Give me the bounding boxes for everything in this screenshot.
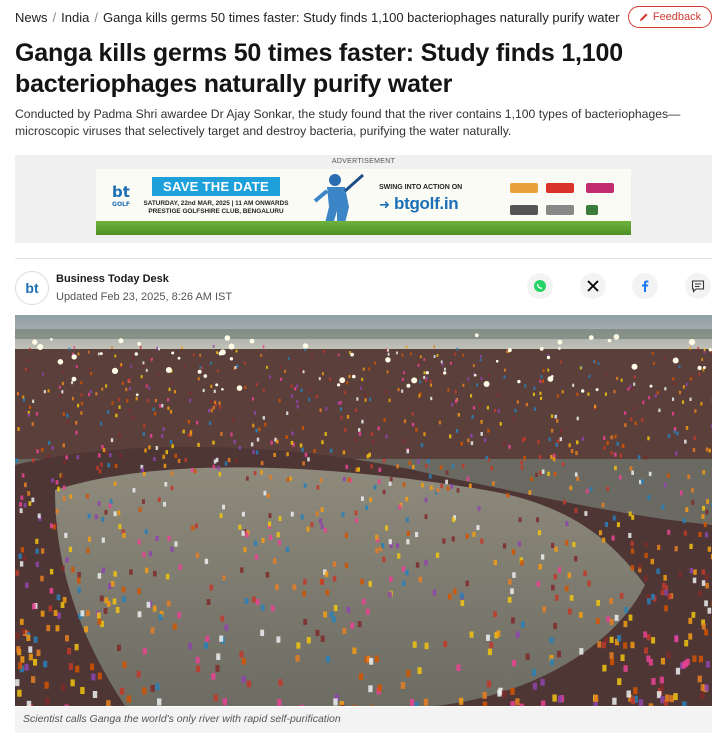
- article-title: Ganga kills germs 50 times faster: Study finds 1,100 bacteriophages naturally purify water: [15, 39, 623, 98]
- avatar[interactable]: bt: [15, 271, 49, 305]
- pencil-icon: [639, 12, 649, 22]
- author-name[interactable]: Business Today Desk: [56, 273, 169, 285]
- ad-venue: [140, 200, 292, 216]
- ad-site: [379, 194, 458, 214]
- bt-golf-logo: [108, 183, 134, 219]
- x-icon: [586, 279, 600, 293]
- breadcrumb-news[interactable]: News: [15, 9, 48, 25]
- crowd-river-photo: [15, 315, 712, 706]
- ad-site-text: btgolf.in: [394, 194, 459, 213]
- ad-sponsor-logos: [506, 173, 626, 221]
- ad-headline: SAVE THE DATE: [152, 177, 280, 196]
- top-bar: [15, 6, 712, 28]
- sponsor-logo: [586, 205, 598, 215]
- ad-grass: [96, 221, 631, 235]
- article-summary: Conducted by Padma Shri awardee Dr Ajay Sonkar, the study found that the river contains 1,100 types of bacteriophages—microscopic viruses that selectively target and destroy bacteria, purifying the water naturally.: [15, 107, 681, 138]
- feedback-label: Feedback: [652, 11, 702, 23]
- ad-date-line: SATURDAY, 22nd MAR, 2025 | 11 AM ONWARDS: [143, 200, 289, 207]
- sponsor-logo: [586, 183, 614, 193]
- breadcrumb-separator: /: [94, 9, 98, 25]
- sponsor-logo: [546, 183, 574, 193]
- ad-logo-text: bt: [112, 183, 130, 201]
- breadcrumb-india[interactable]: India: [61, 9, 90, 25]
- ad-banner[interactable]: [96, 169, 631, 235]
- breadcrumb-separator: /: [52, 9, 57, 25]
- comment-icon: [691, 279, 705, 293]
- whatsapp-icon: [533, 279, 547, 293]
- updated-date: Updated Feb 23, 2025, 8:26 AM IST: [56, 291, 233, 303]
- sponsor-logo: [510, 205, 538, 215]
- image-caption: Scientist calls Ganga the world's only river with rapid self-purification: [15, 707, 712, 733]
- share-whatsapp-button[interactable]: [527, 273, 553, 299]
- sponsor-logo: [546, 205, 574, 215]
- arrow-right-icon: ➜: [379, 197, 390, 212]
- share-bar: [0, 273, 720, 299]
- share-x-button[interactable]: [580, 273, 606, 299]
- ad-label: ADVERTISEMENT: [331, 158, 396, 165]
- comment-button[interactable]: [685, 273, 711, 299]
- breadcrumb-current: Ganga kills germs 50 times faster: Study finds 1,100 bacteriophages naturally purify water: [102, 9, 620, 25]
- ad-tagline: SWING INTO ACTION ON: [379, 184, 463, 191]
- facebook-icon: [638, 279, 652, 293]
- divider: [15, 258, 712, 259]
- ad-venue-line: PRESTIGE GOLFSHIRE CLUB, BENGALURU: [148, 208, 284, 215]
- ad-container: [15, 155, 712, 243]
- sponsor-logo: [510, 183, 538, 193]
- article-image: [15, 315, 712, 706]
- feedback-button[interactable]: [628, 6, 712, 28]
- ad-logo-sub: GOLF: [112, 201, 130, 208]
- breadcrumb: [15, 10, 620, 25]
- share-facebook-button[interactable]: [632, 273, 658, 299]
